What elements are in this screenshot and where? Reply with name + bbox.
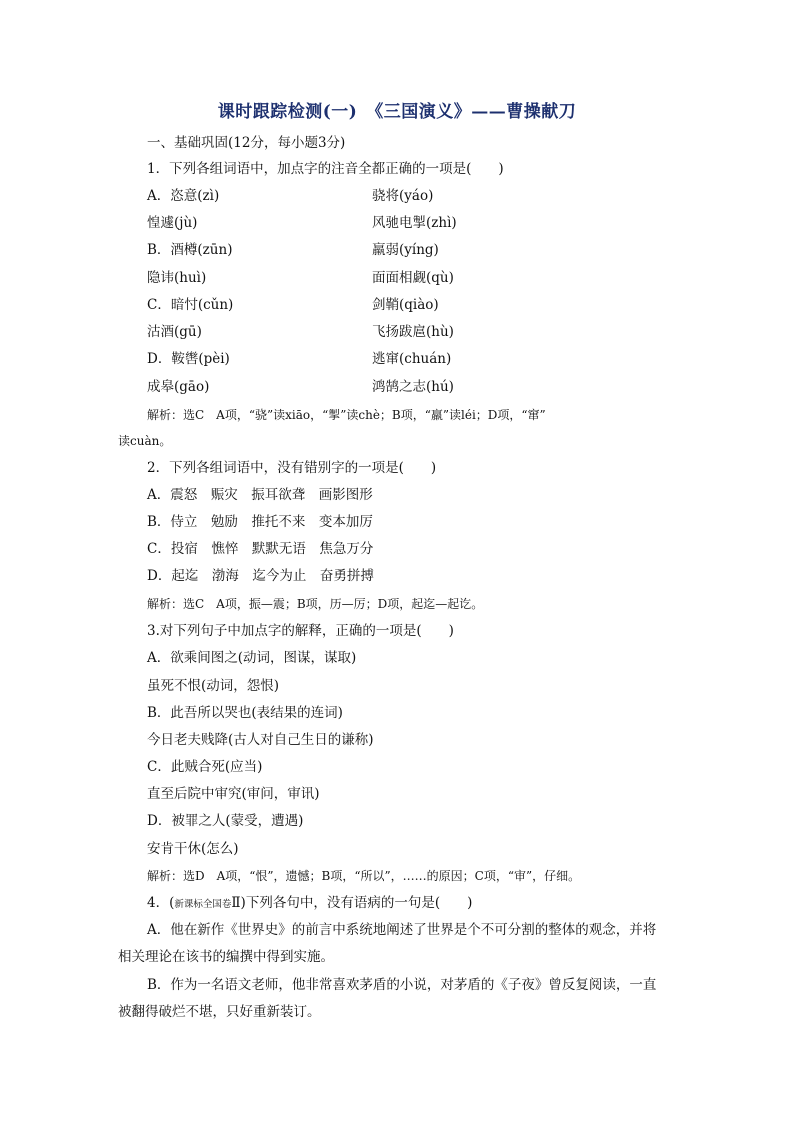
q1-option-a2-left: 惶遽(jù) [147, 215, 198, 231]
q2-option-b: B．侍立 勉励 推托不来 变本加厉 [147, 514, 373, 530]
q1-option-a2-right: 风驰电掣(zhì) [372, 215, 457, 231]
question-4-stem [147, 894, 472, 914]
q1-option-c-right: 剑鞘(qiào) [372, 297, 439, 313]
q3-line-c2: 直至后院中审究(审问，审讯) [147, 786, 320, 802]
q1-option-a-left: A．恣意(zì) [147, 188, 220, 204]
q4-option-a: A．他在新作《世界史》的前言中系统地阐述了世界是个不可分割的整体的观念，并将 [147, 922, 657, 938]
q1-option-c-left: C．暗忖(cǔn) [147, 297, 234, 313]
q1-option-b-left: B．酒樽(zūn) [147, 242, 233, 258]
q4-stem-text: Ⅱ)下列各句中，没有语病的一句是( ) [231, 895, 473, 911]
q3-line-a2: 虽死不恨(动词，怨恨) [147, 678, 280, 694]
q3-analysis: 解析：选D A项，“恨”，遗憾；B项，“所以”，……的原因；C项，“审”，仔细。 [147, 869, 581, 883]
section-heading: 一、基础巩固(12分，每小题3分) [147, 135, 346, 151]
q1-option-d-left: D．鞍辔(pèi) [147, 351, 230, 367]
q4-source-tag: 新课标全国卷 [174, 899, 232, 910]
q2-analysis: 解析：选C A项，振—震；B项，历—厉；D项，起迄—起讫。 [147, 597, 484, 611]
question-1-stem: 1．下列各组词语中，加点字的注音全都正确的一项是( ) [147, 161, 504, 177]
q2-option-d: D．起迄 渤海 迄今为止 奋勇拼搏 [147, 568, 374, 584]
q4-option-b-cont: 被翻得破烂不堪，只好重新装订。 [118, 1004, 321, 1020]
q1-option-b-right: 羸弱(yíng) [372, 242, 439, 258]
q2-option-a: A．震怒 赈灾 振耳欲聋 画影图形 [147, 487, 373, 503]
q1-option-b2-right: 面面相觑(qù) [372, 270, 454, 286]
q1-option-d2-right: 鸿鹄之志(hú) [372, 379, 454, 395]
q3-line-a1: A．欲乘间图之(动词，图谋，谋取) [147, 650, 357, 666]
q3-line-b1: B．此吾所以哭也(表结果的连词) [147, 705, 343, 721]
q3-line-d2: 安肯干休(怎么) [147, 841, 239, 857]
q3-line-b2: 今日老夫贱降(古人对自己生日的谦称) [147, 732, 374, 748]
q1-analysis-cont: 读cuàn。 [118, 434, 172, 448]
q1-option-d2-left: 成皋(gāo) [147, 379, 210, 395]
question-2-stem: 2．下列各组词语中，没有错别字的一项是( ) [147, 460, 437, 476]
q1-analysis: 解析：选C A项，“骁”读xiāo，“掣”读chè；B项，“羸”读léi；D项，“窜” [147, 408, 546, 422]
q4-option-b: B．作为一名语文老师，他非常喜欢茅盾的小说，对茅盾的《子夜》曾反复阅读，一直 [147, 977, 657, 993]
q1-option-c2-left: 沽酒(gū) [147, 324, 202, 340]
page-title: 课时跟踪检测(一) 《三国演义》——曹操献刀 [217, 102, 577, 122]
q4-option-a-cont: 相关理论在该书的编撰中得到实施。 [118, 949, 334, 965]
q1-option-c2-right: 飞扬跋扈(hù) [372, 324, 454, 340]
q1-option-d-right: 逃窜(chuán) [372, 351, 452, 367]
q2-option-c: C．投宿 憔悴 默默无语 焦急万分 [147, 541, 374, 557]
q3-line-c1: C．此贼合死(应当) [147, 759, 263, 775]
q3-line-d1: D．被罪之人(蒙受，遭遇) [147, 813, 304, 829]
q1-option-a-right: 骁将(yáo) [372, 188, 434, 204]
q4-number: 4．( [147, 895, 175, 911]
q1-option-b2-left: 隐讳(huì) [147, 270, 207, 286]
question-3-stem: 3.对下列句子中加点字的解释，正确的一项是( ) [147, 623, 454, 639]
